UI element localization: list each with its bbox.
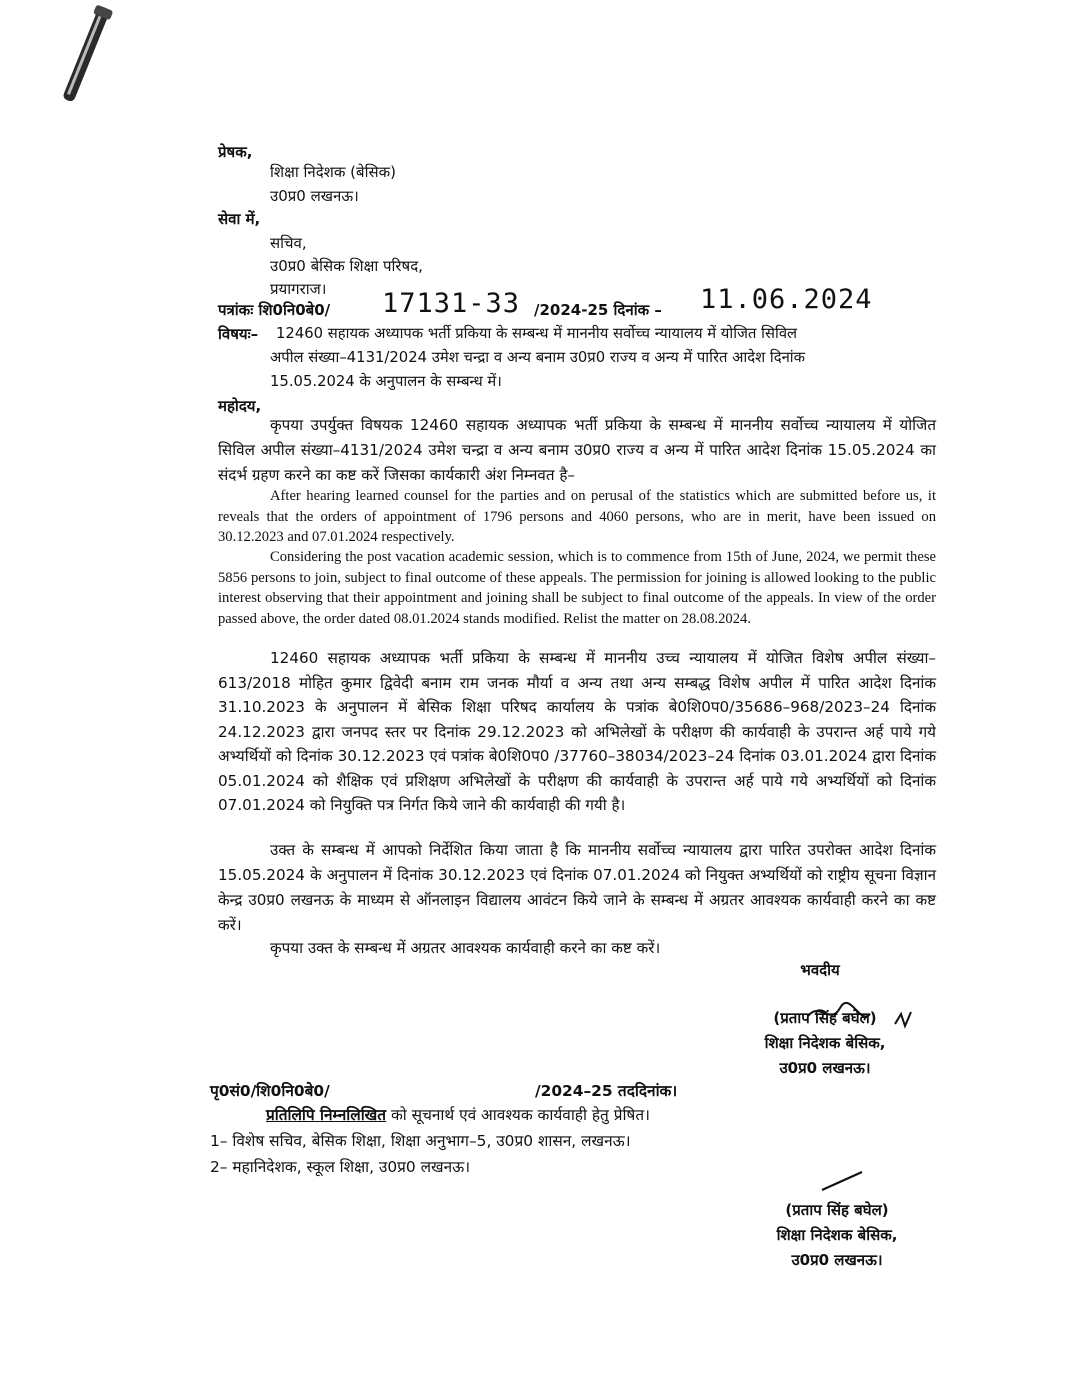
- signature1-scribble: [800, 996, 930, 1046]
- recipient-line1: सचिव,: [270, 234, 307, 252]
- copy-ref-prefix: पृ0सं0/शि0नि0बे0/: [210, 1082, 330, 1100]
- subject-line2: अपील संख्या–4131/2024 उमेश चन्द्रा व अन्य बनाम उ0प्र0 राज्य व अन्य में पारित आदेश दिनांक: [270, 349, 806, 366]
- body-paragraph-4: कृपया उक्त के सम्बन्ध में अग्रतर आवश्यक कार्यवाही करने का कष्ट करें।: [270, 939, 661, 957]
- copy-item-1: 1– विशेष सचिव, बेसिक शिक्षा, शिक्षा अनुभाग–5, उ0प्र0 शासन, लखनऊ।: [210, 1132, 631, 1150]
- subject-line3: 15.05.2024 के अनुपालन के सम्बन्ध में।: [270, 373, 502, 390]
- signature2-scribble: [818, 1166, 868, 1196]
- copy-intro-rest: को सूचनार्थ एवं आवश्यक कार्यवाही हेतु प्रेषित।: [390, 1106, 650, 1124]
- copy-item-2: 2– महानिदेशक, स्कूल शिक्षा, उ0प्र0 लखनऊ।: [210, 1158, 471, 1176]
- sender-label: प्रेषक,: [218, 143, 253, 161]
- subject-label: विषयः–: [218, 325, 259, 343]
- reference-date-handwritten: 11.06.2024: [700, 284, 873, 315]
- body-paragraph-1: कृपया उपर्युक्त विषयक 12460 सहायक अध्यापक भर्ती प्रकिया के सम्बन्ध में माननीय सर्वोच्च न्यायालय में योजित सिविल अपील संख्या–4131/2024 उमेश चन्द्रा व अन्य बनाम उ0प्र0 राज्य व अन्य में पारित आदेश दिनांक 15.05.2024 का संदर्भ ग्रहण करने का कष्ट करें जिसका कार्यकारी अंश निम्नवत है–: [218, 416, 936, 484]
- signature2-name: (प्रताप सिंह बघेल): [785, 1201, 889, 1219]
- signature2-block: [752, 1198, 922, 1273]
- sender-line2: उ0प्र0 लखनऊ।: [270, 187, 359, 205]
- copy-ref-suffix: /2024–25 तददिनांक।: [535, 1082, 678, 1100]
- paper-clip-icon: [40, 0, 130, 120]
- closing: भवदीय: [800, 961, 840, 979]
- sender-line1: शिक्षा निदेशक (बेसिक): [270, 163, 396, 181]
- body-paragraph-2: 12460 सहायक अध्यापक भर्ती प्रकिया के सम्बन्ध में माननीय उच्च न्यायालय में योजित विशेष अपील संख्या– 613/2018 मोहित कुमार द्विवेदी बनाम राम जनक मौर्या व अन्य तथा अन्य सम्बद्ध विशेष अपील में पारित आदेश दिनांक 31.10.2023 के अनुपालन में बेसिक शिक्षा परिषद कार्यालय के पत्रांक बे0शि0प0/35686–968/2023–24 दिनांक 24.12.2023 द्वारा जनपद स्तर पर दिनांक 29.12.2023 को अभिलेखों के परीक्षण की कार्यवाही के उपरान्त अर्ह पाये गये अभ्यर्थियों को दिनांक 30.12.2023 एवं पत्रांक बे0शि0प0 /37760–38034/2023–24 दिनांक 03.01.2024 द्वारा दिनांक 05.01.2024 को शैक्षिक एवं प्रशिक्षण अभिलेखों के परीक्षण की कार्यवाही के उपरान्त अर्ह पाये गये अभ्यर्थियों को दिनांक 07.01.2024 को नियुक्ति पत्र निर्गत किये जाने की कार्यवाही की गयी है।: [218, 649, 936, 814]
- signature1-name: (प्रताप सिंह बघेल): [773, 1009, 877, 1027]
- recipient-line3: प्रयागराज।: [270, 280, 327, 298]
- signature1-office: उ0प्र0 लखनऊ।: [779, 1059, 871, 1077]
- reference-year-date-label: /2024-25 दिनांक –: [534, 301, 662, 319]
- recipient-label: सेवा में,: [218, 210, 261, 228]
- signature1-title: शिक्षा निदेशक बेसिक,: [764, 1034, 886, 1052]
- court-order-excerpt-1: After hearing learned counsel for the parties and on perusal of the statistics which are submitted before us, it reveals that the orders of appointment of 1796 persons and 4060 persons, who are in merit, have been issued on 30.12.2023 and 07.01.2024 respectively.: [218, 488, 936, 545]
- reference-prefix: पत्रांकः शि0नि0बे0/: [218, 301, 331, 319]
- court-order-excerpt-2: Considering the post vacation academic session, which is to commence from 15th of June, 2024, we permit these 5856 persons to join, subject to final outcome of these appeals. The permission for joining is allowed looking to the public interest observing that their appointment and joining shall be subject to final outcome of the appeals. In view of the order passed above, the order dated 08.01.2024 stands modified. Relist the matter on 28.08.2024.: [218, 549, 936, 627]
- signature2-title: शिक्षा निदेशक बेसिक,: [776, 1226, 898, 1244]
- salutation: महोदय,: [218, 397, 262, 415]
- subject-line1: 12460 सहायक अध्यापक भर्ती प्रकिया के सम्बन्ध में माननीय सर्वोच्च न्यायालय में योजित सिविल: [276, 325, 798, 342]
- signature2-office: उ0प्र0 लखनऊ।: [791, 1251, 883, 1269]
- copy-intro-bold: प्रतिलिपि निम्नलिखित: [266, 1106, 387, 1124]
- recipient-line2: उ0प्र0 बेसिक शिक्षा परिषद,: [270, 257, 423, 275]
- body-paragraph-3: उक्त के सम्बन्ध में आपको निर्देशित किया जाता है कि माननीय सर्वोच्च न्यायालय द्वारा पारित उपरोक्त आदेश दिनांक 15.05.2024 के अनुपालन में दिनांक 30.12.2023 एवं दिनांक 07.01.2024 को नियुक्त अभ्यर्थियों को राष्ट्रीय सूचना विज्ञान केन्द्र उ0प्र0 लखनऊ के माध्यम से ऑनलाइन विद्यालय आवंटन किये जाने के सम्बन्ध में अग्रतर आवश्यक कार्यवाही करने का कष्ट करें।: [218, 841, 936, 934]
- reference-number-handwritten: 17131-33: [382, 288, 521, 319]
- copy-intro: [266, 1102, 650, 1128]
